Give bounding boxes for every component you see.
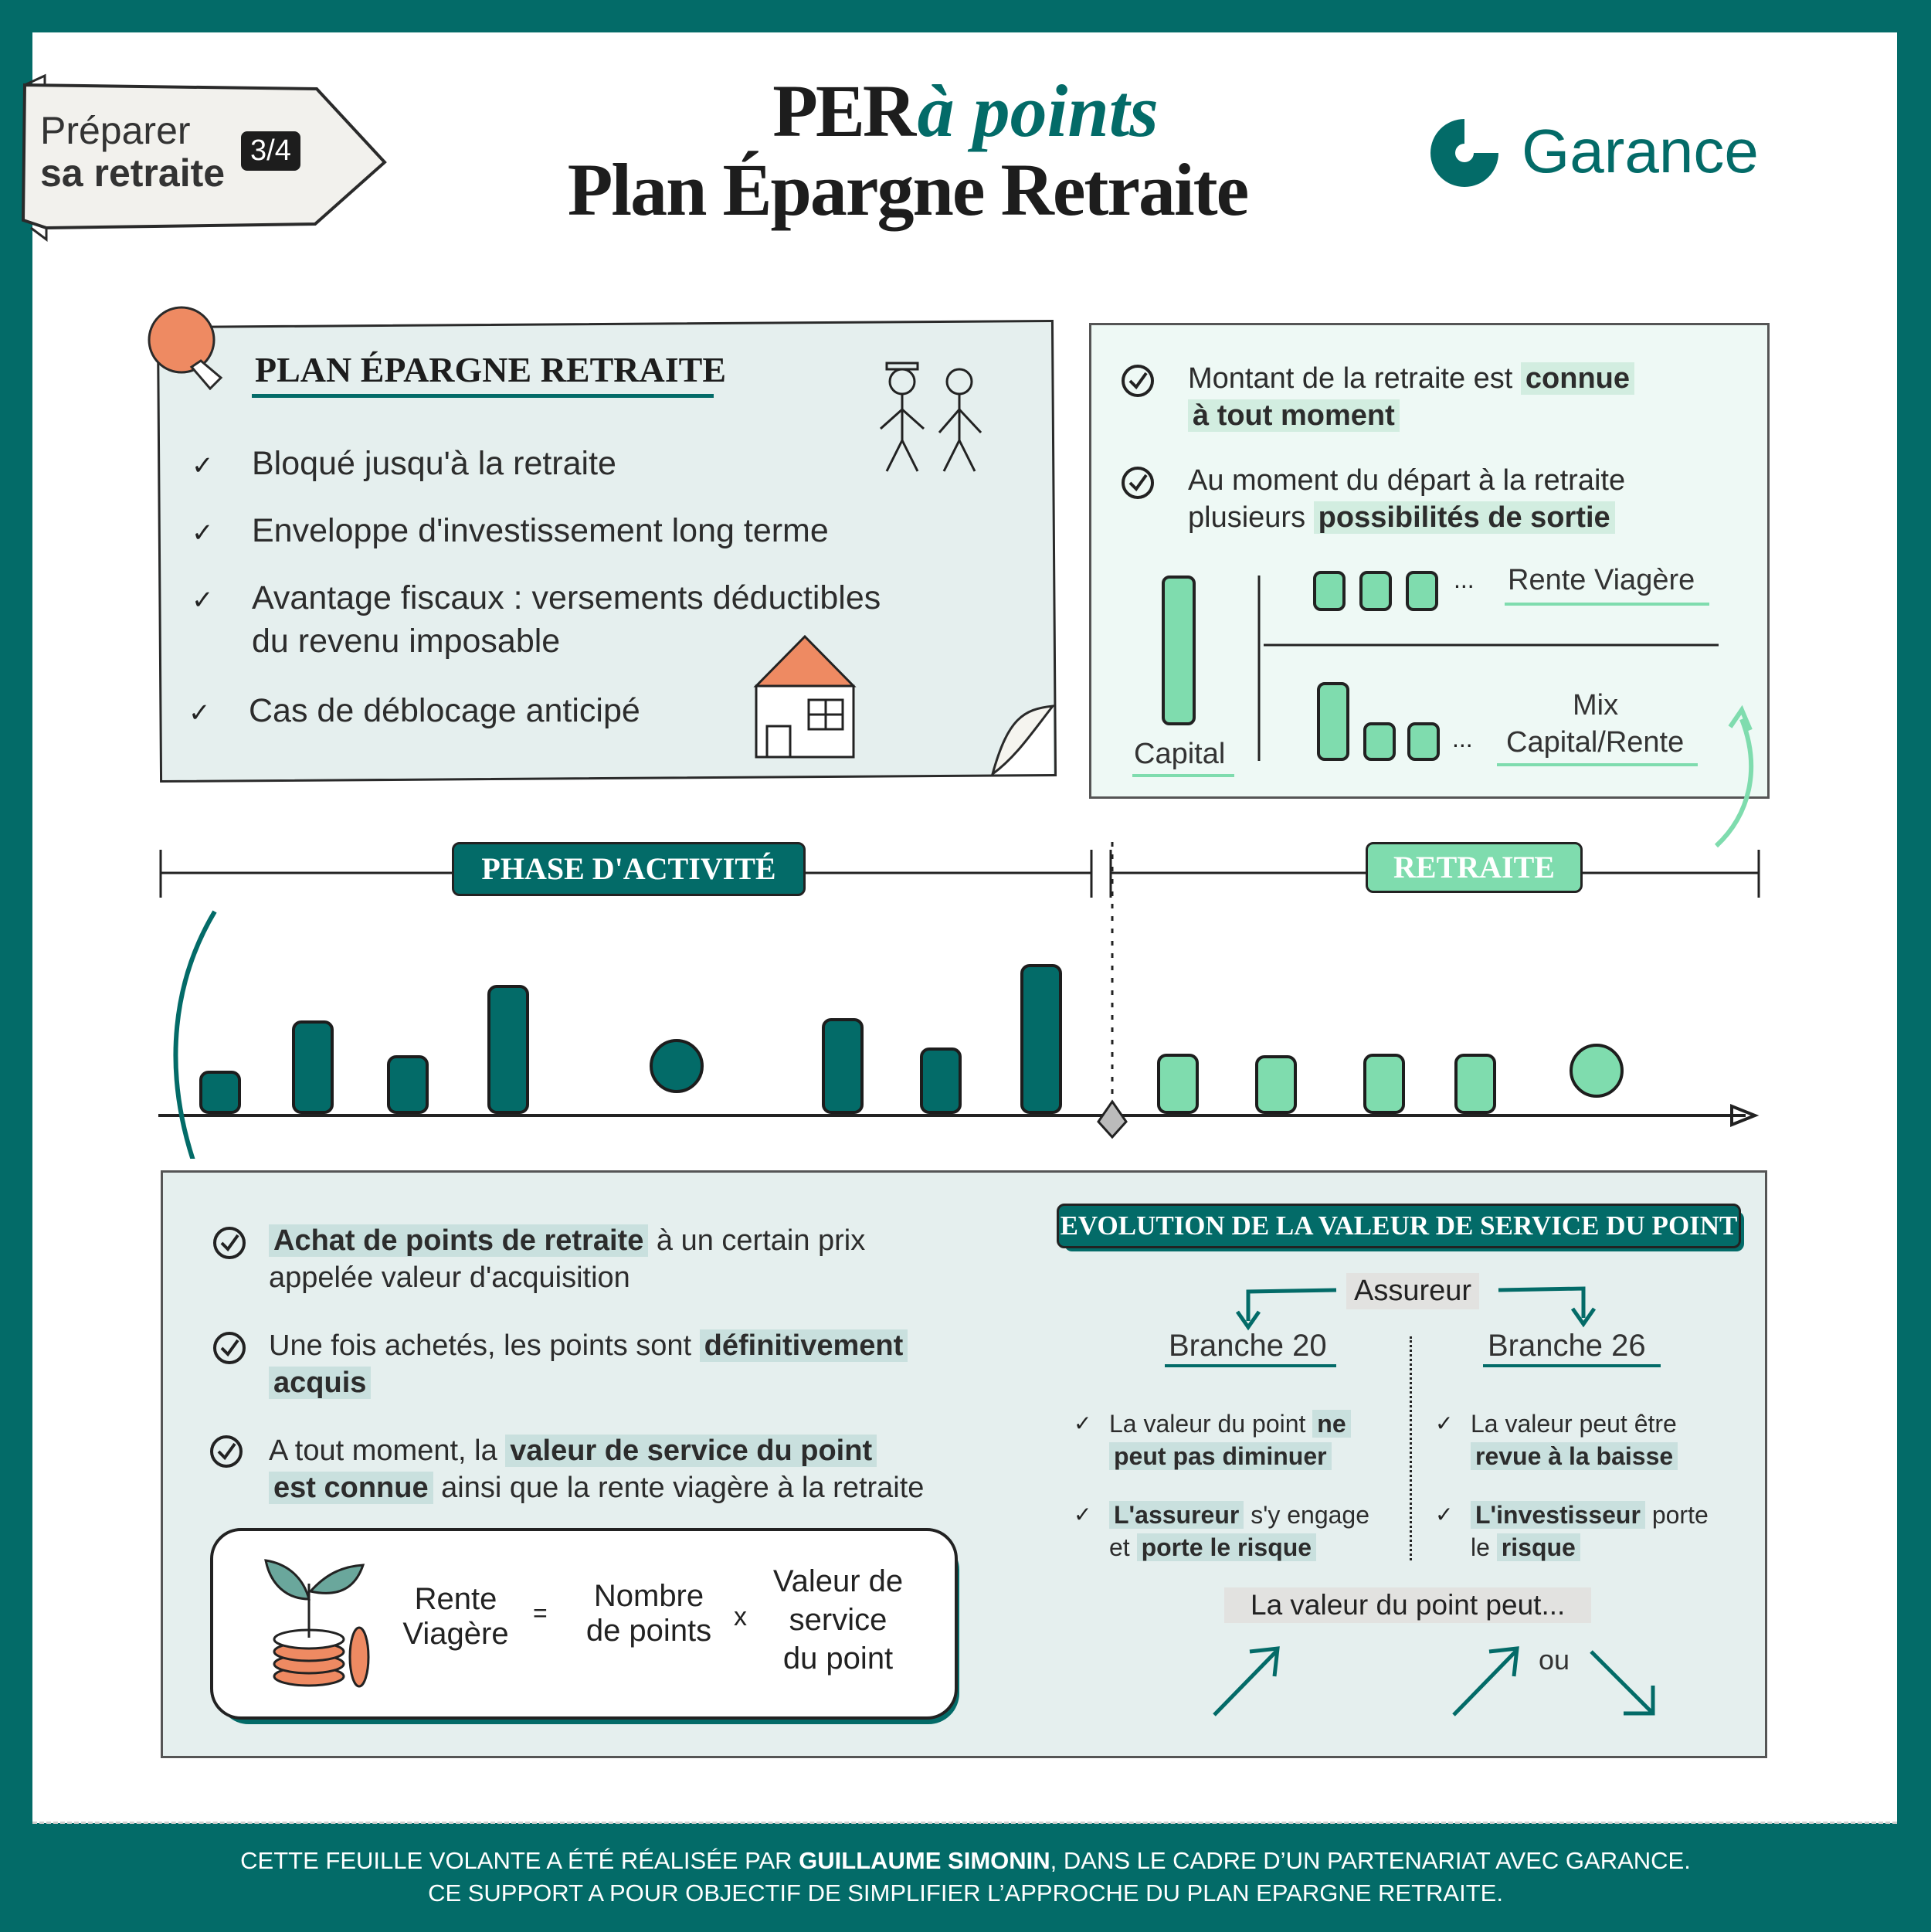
ellipsis-rente: ... — [1454, 565, 1475, 593]
rente-underline — [1505, 603, 1709, 606]
check-icon: ✓ — [192, 518, 214, 548]
b20-item-2-text: s'y engage — [1251, 1501, 1370, 1529]
exit-item-1-hl2: à tout moment — [1188, 399, 1400, 432]
points-item-1 — [269, 1222, 865, 1296]
points-item-3 — [269, 1432, 924, 1506]
circle-check-icon — [210, 1329, 249, 1367]
check-icon: ✓ — [1435, 1411, 1454, 1435]
b20-item-1-hl1: ne — [1312, 1410, 1350, 1438]
points-item-1-line2: appelée valeur d'acquisition — [269, 1261, 630, 1294]
b20-item-2-hl2: porte le risque — [1137, 1533, 1317, 1561]
exit-item-2 — [1188, 462, 1625, 536]
footer-line1-a: CETTE FEUILLE VOLANTE A ÉTÉ RÉALISÉE PAR — [240, 1847, 792, 1874]
check-icon: ✓ — [1074, 1411, 1092, 1435]
title-a-points: à points — [917, 70, 1159, 152]
label-mix: Mix — [1573, 689, 1619, 722]
tag-line2: sa retraite — [40, 151, 226, 195]
b26-item-1-hl: revue à la baisse — [1471, 1442, 1678, 1470]
check-icon: ✓ — [188, 698, 211, 728]
capital-underline — [1132, 774, 1234, 777]
footer-line1 — [0, 1823, 1931, 1877]
per-item-4: Cas de déblocage anticipé — [249, 692, 640, 729]
evolution-title: EVOLUTION DE LA VALEUR DE SERVICE DU POINT — [1057, 1204, 1741, 1248]
points-item-3-hl1: valeur de service du point — [505, 1435, 877, 1467]
b20-item-2 — [1109, 1499, 1369, 1564]
per-item-2: Enveloppe d'investissement long terme — [252, 512, 829, 549]
branch-divider — [1410, 1336, 1412, 1560]
points-item-2 — [269, 1327, 908, 1401]
b26-item-1-text: La valeur peut être — [1471, 1410, 1677, 1438]
b20-item-1 — [1109, 1407, 1351, 1472]
point-peut-label: La valeur du point peut... — [1224, 1587, 1591, 1623]
couple-stick-figures-icon — [873, 355, 996, 479]
house-icon — [753, 633, 857, 761]
formula-valeur-l3: du point — [782, 1642, 894, 1676]
retraite-label: RETRAITE — [1366, 842, 1583, 893]
check-icon: ✓ — [192, 586, 214, 615]
branche-20-label: Branche 20 — [1169, 1329, 1327, 1363]
curved-arrow-up-icon — [1707, 699, 1792, 854]
points-item-1-hl: Achat de points de retraite — [269, 1224, 648, 1257]
formula-nombre — [575, 1579, 722, 1648]
card-corner-fold — [969, 703, 1054, 780]
ellipsis-mix: ... — [1452, 725, 1473, 752]
points-item-1-text: à un certain prix — [656, 1224, 866, 1257]
trend-arrows-icon — [1205, 1638, 1668, 1723]
circle-check-icon — [207, 1432, 246, 1471]
b20-item-1-text: La valeur du point — [1109, 1410, 1306, 1438]
b26-item-2-text2: le — [1471, 1533, 1490, 1561]
label-rente-viagere: Rente Viagère — [1508, 564, 1695, 596]
exit-item-1-hl1: connue — [1521, 362, 1634, 395]
b20-item-2-hl: L'assureur — [1109, 1501, 1244, 1529]
exit-item-1 — [1188, 360, 1634, 434]
points-item-2-text: Une fois achetés, les points sont — [269, 1329, 692, 1362]
formula-nombre-l1: Nombre — [593, 1579, 704, 1613]
circle-check-icon — [210, 1224, 249, 1262]
formula-times: x — [734, 1602, 747, 1632]
formula-valeur-l2: service — [789, 1603, 887, 1637]
footer-line2: CE SUPPORT A POUR OBJECTIF DE SIMPLIFIER L’APPROCHE DU PLAN EPARGNE RETRAITE. — [428, 1879, 1503, 1907]
check-icon: ✓ — [1074, 1502, 1092, 1526]
b20-item-2-text2: et — [1109, 1533, 1130, 1561]
b26-item-2-hl: L'investisseur — [1471, 1501, 1645, 1529]
b26-item-2-hl2: risque — [1497, 1533, 1580, 1561]
ou-label: ou — [1539, 1644, 1570, 1676]
tag-page-badge: 3/4 — [241, 131, 300, 171]
formula-rente-l1: Rente — [414, 1582, 497, 1616]
capital-rente-underline — [1497, 763, 1698, 766]
branche-26-label: Branche 26 — [1488, 1329, 1646, 1363]
plant-coins-icon — [255, 1553, 378, 1692]
footer-author: GUILLAUME SIMONIN — [799, 1847, 1050, 1874]
exit-item-1-text: Montant de la retraite est — [1188, 362, 1513, 395]
points-item-3-hl2: est connue — [269, 1472, 433, 1504]
subtitle: Plan Épargne Retraite — [567, 148, 1248, 231]
points-item-3-text: A tout moment, la — [269, 1435, 497, 1467]
exit-item-2-hl: possibilités de sortie — [1314, 501, 1615, 534]
b20-item-1-hl2: peut pas diminuer — [1109, 1442, 1332, 1470]
brand-name: Garance — [1522, 117, 1759, 185]
label-capital-rente: Capital/Rente — [1506, 726, 1685, 759]
branche-20-underline — [1165, 1364, 1336, 1367]
label-capital: Capital — [1134, 738, 1226, 770]
check-icon: ✓ — [192, 451, 214, 480]
branch-arrows — [1220, 1275, 1622, 1336]
lightbulb-icon — [139, 297, 232, 398]
points-item-3-tail: ainsi que la rente viagère à la retraite — [441, 1472, 925, 1504]
per-item-3-line2: du revenu imposable — [252, 623, 561, 660]
formula-rente — [402, 1582, 510, 1652]
points-item-2-hl1: définitivement — [700, 1329, 908, 1362]
circle-check-icon — [1118, 463, 1157, 502]
exit-item-2-text: plusieurs — [1188, 501, 1306, 534]
footer — [0, 1823, 1931, 1932]
title-per: PER — [772, 70, 915, 152]
per-card-title: PLAN ÉPARGNE RETRAITE — [255, 350, 726, 389]
formula-valeur — [761, 1562, 915, 1678]
b26-item-2-text: porte — [1651, 1501, 1709, 1529]
check-icon: ✓ — [1435, 1502, 1454, 1526]
per-item-3: Avantage fiscaux : versements déductibles — [252, 579, 881, 616]
circle-check-icon — [1118, 362, 1157, 400]
formula-rente-l2: Viagère — [402, 1617, 509, 1651]
branche-26-underline — [1483, 1364, 1661, 1367]
phase-activite-label: PHASE D'ACTIVITÉ — [452, 842, 806, 896]
formula-valeur-l1: Valeur de — [772, 1564, 904, 1598]
assureur-label: Assureur — [1346, 1273, 1479, 1309]
points-item-2-hl2: acquis — [269, 1367, 371, 1399]
b26-item-2 — [1471, 1499, 1709, 1564]
per-title-underline — [252, 394, 714, 398]
formula-nombre-l2: de points — [585, 1614, 712, 1648]
footer-line1-c: , DANS LE CADRE D’UN PARTENARIAT AVEC GARANCE. — [1050, 1847, 1691, 1874]
b26-item-1 — [1471, 1407, 1678, 1472]
formula-equals: = — [533, 1599, 548, 1627]
tag-line1: Préparer — [40, 109, 191, 152]
garance-logo-icon — [1426, 114, 1503, 192]
per-item-1: Bloqué jusqu'à la retraite — [252, 445, 616, 482]
exit-item-2-line1: Au moment du départ à la retraite — [1188, 464, 1626, 497]
